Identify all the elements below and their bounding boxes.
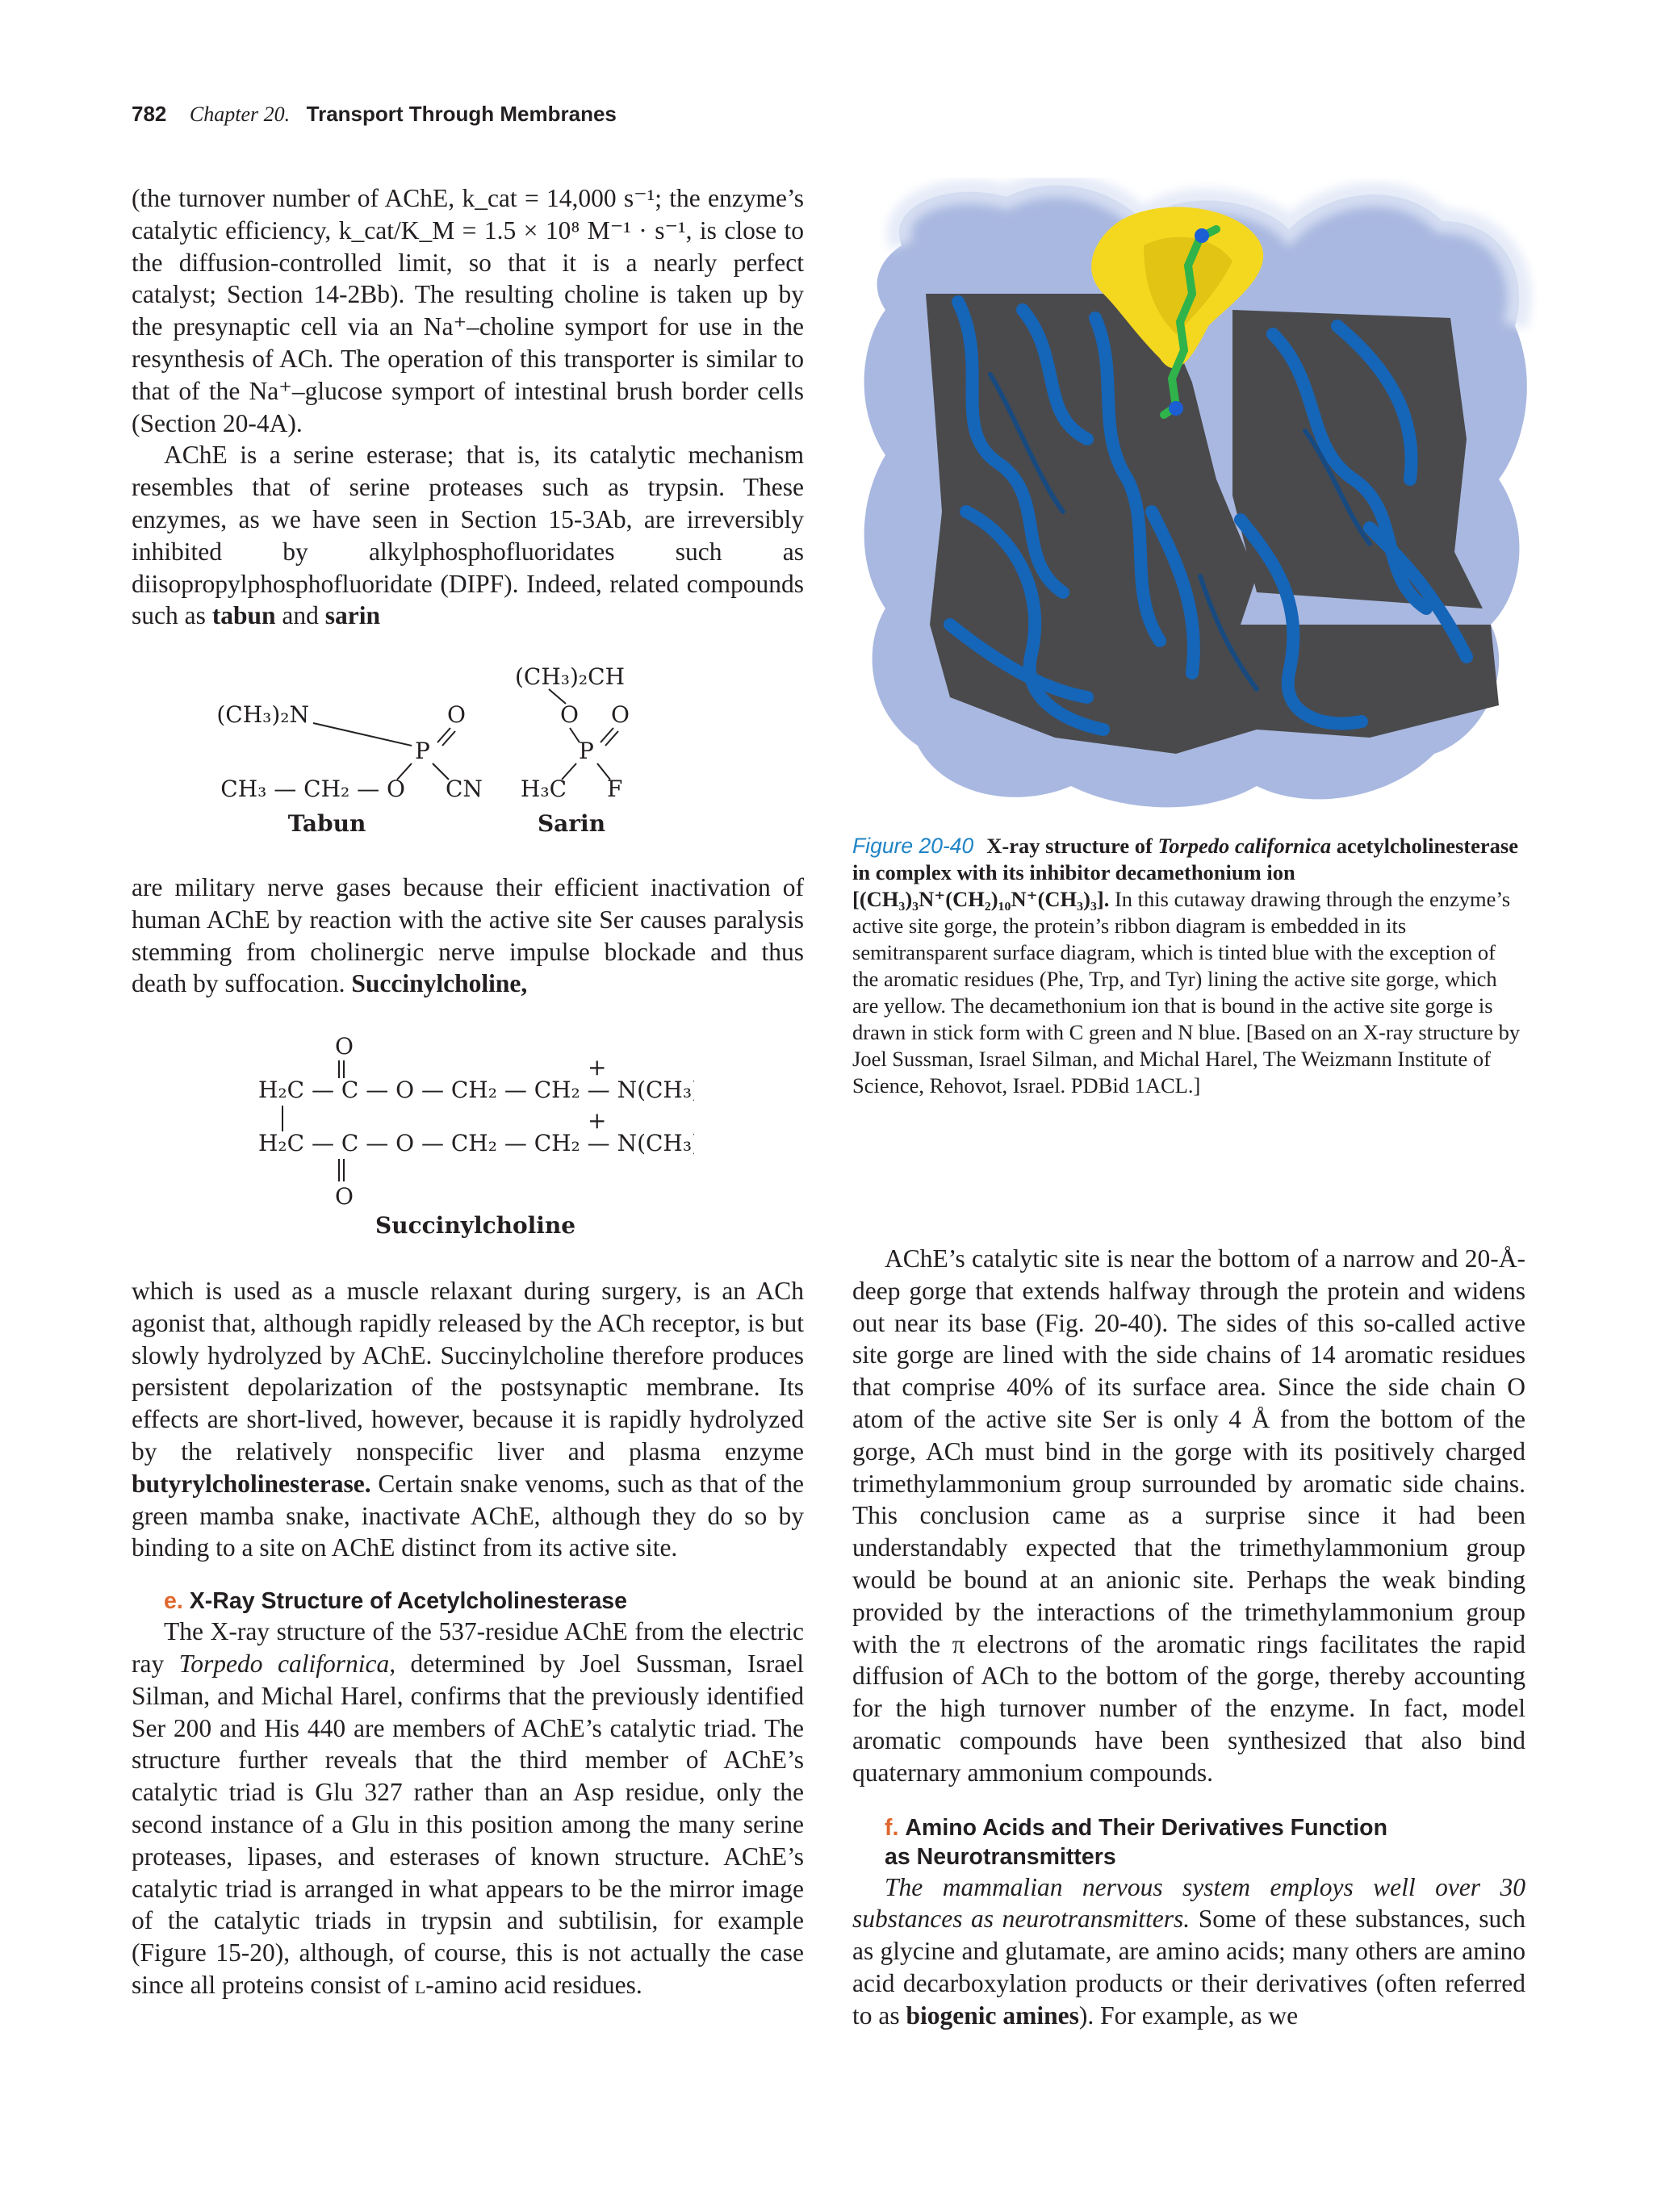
paragraph-kcat: (the turnover number of AChE, k_cat = 14,000 s⁻¹; the enzyme’s catalytic efficiency, k_cat/K_M = 1.5 × 10⁸ M⁻¹ · s⁻¹, is close to the diffusion-controlled limit, so that it is a nearly perfect catalyst; Section 14-2Bb). The resulting choline is taken up by the presynaptic cell via an Na⁺–choline symport for use in the resynthesis of ACh. The operation of this transporter is similar to that of the Na⁺–glucose symport of intestinal brush border cells (Section 20-4A). <box>132 184 804 437</box>
term-succinylcholine: Succinylcholine, <box>351 969 528 998</box>
caption-title-b: acetylcholinesterase in complex with its inhibitor decamethonium ion [(CH₃)₃N⁺(CH₂)₁₀N⁺(CH₃)₃]. <box>852 834 1518 911</box>
species-name: Torpedo californica, <box>178 1649 396 1678</box>
section-f-heading-line-2: as Neurotransmitters <box>885 1843 1116 1870</box>
figure-caption <box>852 833 1525 1099</box>
sarin-oxo: O <box>611 701 630 728</box>
section-f-heading <box>852 1813 1525 1842</box>
sarin-oxygen: O <box>560 701 579 728</box>
sarin-fluorine: F <box>607 776 623 802</box>
right-text-block <box>852 1243 1525 2032</box>
chapter-title: Transport Through Membranes <box>306 102 617 126</box>
succinylcholine-structure <box>258 1033 694 1247</box>
text: Certain snake venoms, such as that of the green mamba snake, inactivate AChE, although they do so by binding to a site on AChE distinct from its active site. <box>132 1469 805 1562</box>
paragraph-neurotransmitters <box>852 1871 1525 2032</box>
caption-body: In this cutaway drawing through the enzyme’s active site gorge, the protein’s ribbon diagram is embedded in its semitransparent surface diagram, which is tinted blue with the exception of the aromatic residues (Phe, Trp, and Tyr) lining the active site gorge, which are yellow. The decamethonium ion that is bound in the active site gorge is drawn in stick form with C green and N blue. [Based on an X-ray structure by Joel Sussman, Israel Silman, and Michal Harel, The Weizmann Institute of Science, Rehovot, Israel. PDBid 1ACL.] <box>852 887 1521 1098</box>
succinylcholine-label: Succinylcholine <box>375 1212 576 1239</box>
tabun-nme2: (CH₃)₂N <box>218 701 309 728</box>
text-italic: The mammalian nervous system employs well over 30 substances as neurotransmitters. <box>852 1872 1525 1934</box>
figure-20-40-image <box>853 173 1538 818</box>
charge-plus-top: + <box>588 1054 607 1081</box>
section-e-heading <box>132 1587 804 1616</box>
text: The X-ray structure of the 537-residue AChE from the electric ray <box>132 1617 804 1678</box>
caption-text <box>852 833 1525 1099</box>
sarin-isopropyl: (CH₃)₂CH <box>515 663 625 690</box>
section-letter: e. <box>164 1588 183 1615</box>
tabun-phosphorus: P <box>415 738 430 764</box>
paragraph-active-site-gorge: AChE’s catalytic site is near the bottom of a narrow and 20-Å-deep gorge that extends halfway through the protein and widens out near its base (Fig. 20-40). The sides of this so-called active site gorge are lined with the side chains of 14 aromatic residues that comprise 40% of its surface area. Since the side chain O atom of the active site Ser is only 4 Å from the bottom of the gorge, ACh must bind in the gorge with its positively charged trimethylammonium group surrounded by aromatic side chains. This conclusion came as a surprise since it had been understandably expected that the trimethylammonium group would be bound at an anionic site. Perhaps the weak binding provided by the interactions of the trimethylammonium group with the π electrons of the aromatic rings facilitates the rapid diffusion of ACh to the bottom of the gorge, thereby accounting for the high turnover number of the enzyme. In fact, model aromatic compounds have been synthesized that also bind quaternary ammonium compounds. <box>852 1244 1525 1787</box>
text: Some of these substances, such as glycine and glutamate, are amino acids; many others are amino acid decarboxylation products or their derivatives (often referred to as <box>852 1905 1526 2030</box>
section-letter: f. <box>885 1814 899 1841</box>
term-sarin: sarin <box>324 601 381 630</box>
text: ). For example, as we <box>1078 2001 1299 2030</box>
section-title-line-1: Amino Acids and Their Derivatives Function <box>905 1814 1387 1841</box>
carbonyl-o-top: O <box>335 1033 354 1060</box>
text: are military nerve gases because their efficient inactivation of human AChE by reaction with the active site Ser causes paralysis stemming from cholinergic nerve impulse blockade and thus death by suffocation. <box>132 873 804 998</box>
tabun-sarin-structures <box>218 662 734 851</box>
protein-structure-svg <box>853 173 1538 818</box>
tabun-ethoxy: CH₃ — CH₂ — O <box>220 776 405 802</box>
sarin-methyl: H₃C <box>520 776 567 802</box>
text: determined by Joel Sussman, Israel Silman, and Michal Harel, confirms that the previously identified Ser 200 and His 440 are members of AChE’s catalytic triad. The structure further reveals that the third member of AChE’s catalytic triad is Glu 327 rather than an Asp residue, only the second instance of a Glu in this position among the many serine proteases, lipases, and esterases of known structure. AChE’s catalytic triad is arranged in what appears to be the mirror image of the catalytic triads in trypsin and subtilisin, for example (Figure 15-20), although, of course, this is not actually the case since all proteins consist of <box>132 1649 805 1999</box>
chapter-number: Chapter 20. <box>189 102 291 126</box>
paragraph-muscle-relaxant <box>132 1275 804 1564</box>
running-header <box>132 102 617 127</box>
figure-number: Figure 20-40 <box>852 834 974 858</box>
text: and <box>282 601 319 630</box>
succinylcholine-row-2: H₂C — C — O — CH₂ — CH₂ — N(CH₃)₃ <box>258 1130 694 1156</box>
left-text-block-1 <box>132 182 804 632</box>
tabun-label: Tabun <box>287 810 366 837</box>
section-title: X-Ray Structure of Acetylcholinesterase <box>189 1588 627 1615</box>
left-text-block-2 <box>132 872 804 1000</box>
term-butyrylcholinesterase: butyrylcholinesterase. <box>132 1469 371 1498</box>
term-tabun: tabun <box>211 601 276 630</box>
text: which is used as a muscle relaxant during surgery, is an ACh agonist that, although rapidly released by the ACh receptor, is but slowly hydrolyzed by AChE. Succinylcholine therefore produces persistent depolarization of the postsynaptic membrane. Its effects are short-lived, however, because it is rapidly hydrolyzed by the relatively nonspecific liver and plasma enzyme <box>132 1277 804 1466</box>
text: AChE is a serine esterase; that is, its catalytic mechanism resembles that of serine proteases such as trypsin. These enzymes, as we have seen in Section 15-3Ab, are irreversibly inhibited by alkylphosphofluoridates such as diisopropylphosphofluoridate (DIPF). Indeed, related compounds such as <box>132 441 804 630</box>
tabun-oxo: O <box>447 701 466 728</box>
l-prefix: l <box>414 1970 426 1999</box>
charge-plus-bottom: + <box>588 1107 607 1134</box>
paragraph-serine-esterase <box>132 439 804 632</box>
succinylcholine-svg <box>258 1033 694 1243</box>
paragraph-nerve-gases <box>132 872 804 1000</box>
text: -amino acid residues. <box>425 1970 642 1999</box>
nitrogen-atom-top <box>1195 228 1209 243</box>
caption-title-a: X-ray structure of <box>986 834 1153 858</box>
paragraph-xray-structure <box>132 1616 804 2001</box>
sarin-phosphorus: P <box>579 738 594 764</box>
sarin-label: Sarin <box>537 810 606 837</box>
caption-species: Torpedo californica <box>1157 834 1332 858</box>
carbonyl-o-bottom: O <box>335 1183 354 1210</box>
nitrogen-atom-bottom <box>1169 401 1183 416</box>
left-text-block-3 <box>132 1275 804 2001</box>
page-number: 782 <box>132 102 167 126</box>
succinylcholine-row-1: H₂C — C — O — CH₂ — CH₂ — N(CH₃)₃ <box>258 1077 694 1103</box>
tabun-cyano: CN <box>446 776 483 802</box>
term-biogenic-amines: biogenic amines <box>906 2001 1079 2030</box>
tabun-sarin-svg <box>218 662 734 847</box>
